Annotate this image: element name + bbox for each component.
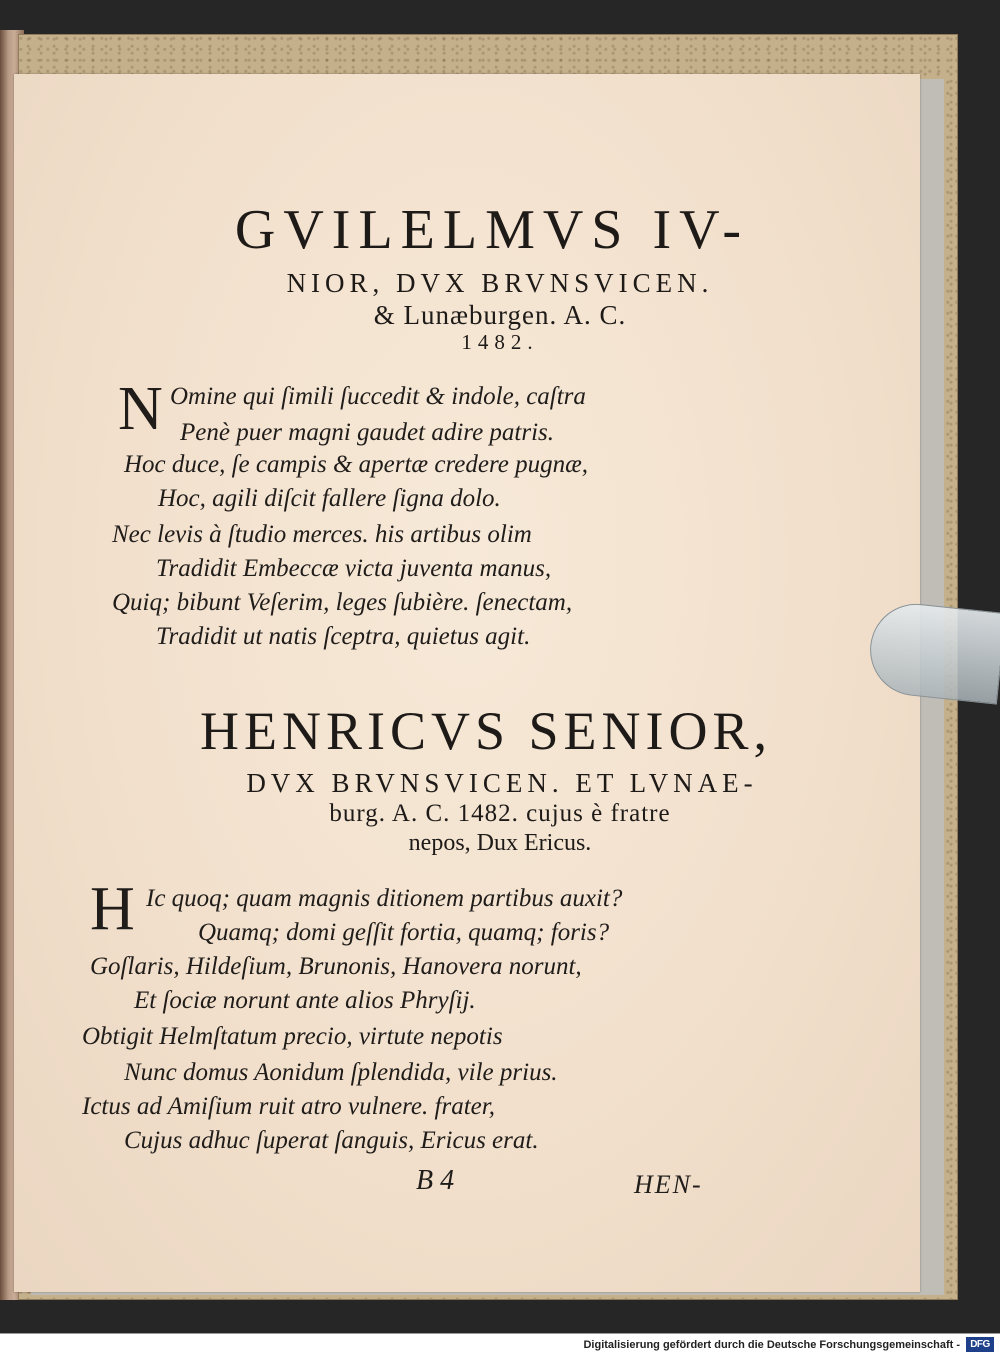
poem2-line: Et ſociæ norunt ante alios Phryſij. <box>134 987 476 1014</box>
poem1-line: Tradidit Embeccæ victa juventa manus, <box>156 555 552 582</box>
poem1-dropcap: N <box>118 375 163 443</box>
poem2-dropcap: H <box>90 875 135 943</box>
poem2-line: Ic quoq; quam magnis ditionem partibus auxit? <box>146 885 623 912</box>
poem1-line: Tradidit ut natis ſceptra, quietus agit. <box>156 623 531 650</box>
catchword: HEN- <box>634 1170 703 1199</box>
poem2-line: Obtigit Helmſtatum precio, virtute nepotis <box>82 1023 503 1050</box>
poem1-line: Hoc, agili diſcit fallere ſigna dolo. <box>158 485 501 512</box>
poem2-line: Goſlaris, Hildeſium, Brunonis, Hanovera norunt, <box>90 953 582 980</box>
heading2-line1: HENRICVS SENIOR, <box>199 701 773 761</box>
footer-bar <box>0 1333 1000 1356</box>
poem1-line: Quiq; bibunt Veſerim, leges ſubière. ſenectam, <box>112 589 573 616</box>
heading1-line4: 1482. <box>461 330 539 354</box>
heading2-line3: burg. A. C. 1482. cujus è fratre <box>329 800 671 827</box>
footer-credit: Digitalisierung gefördert durch die Deutsche Forschungsgemeinschaft - <box>583 1339 960 1351</box>
heading1-line3: & Lunæburgen. A. C. <box>373 300 627 330</box>
heading2-line2: DVX BRVNSVICEN. ET LVNAE- <box>246 768 758 798</box>
poem2-line: Ictus ad Amiſium ruit atro vulnere. frater, <box>82 1093 495 1120</box>
poem1-line: Penè puer magni gaudet adire patris. <box>180 419 555 446</box>
heading1-line2: NIOR, DVX BRVNSVICEN. <box>286 268 714 298</box>
poem2-line: Quamq; domi geſſit fortia, quamq; foris? <box>198 919 610 946</box>
poem2-line: Nunc domus Aonidum ſplendida, vile prius. <box>124 1059 558 1086</box>
heading1-line1: GVILELMVS IV- <box>234 199 750 261</box>
poem1-line: Omine qui ſimili ſuccedit & indole, caſtra <box>170 383 586 410</box>
poem1-line: Hoc duce, ſe campis & apertæ credere pugnæ, <box>124 451 589 478</box>
poem1-line: Nec levis à ſtudio merces. his artibus olim <box>112 521 532 548</box>
poem2-line: Cujus adhuc ſuperat ſanguis, Ericus erat. <box>124 1127 539 1154</box>
dfg-logo: DFG <box>966 1337 994 1352</box>
signature-mark: B 4 <box>416 1165 455 1196</box>
heading2-line4: nepos, Dux Ericus. <box>408 830 592 856</box>
